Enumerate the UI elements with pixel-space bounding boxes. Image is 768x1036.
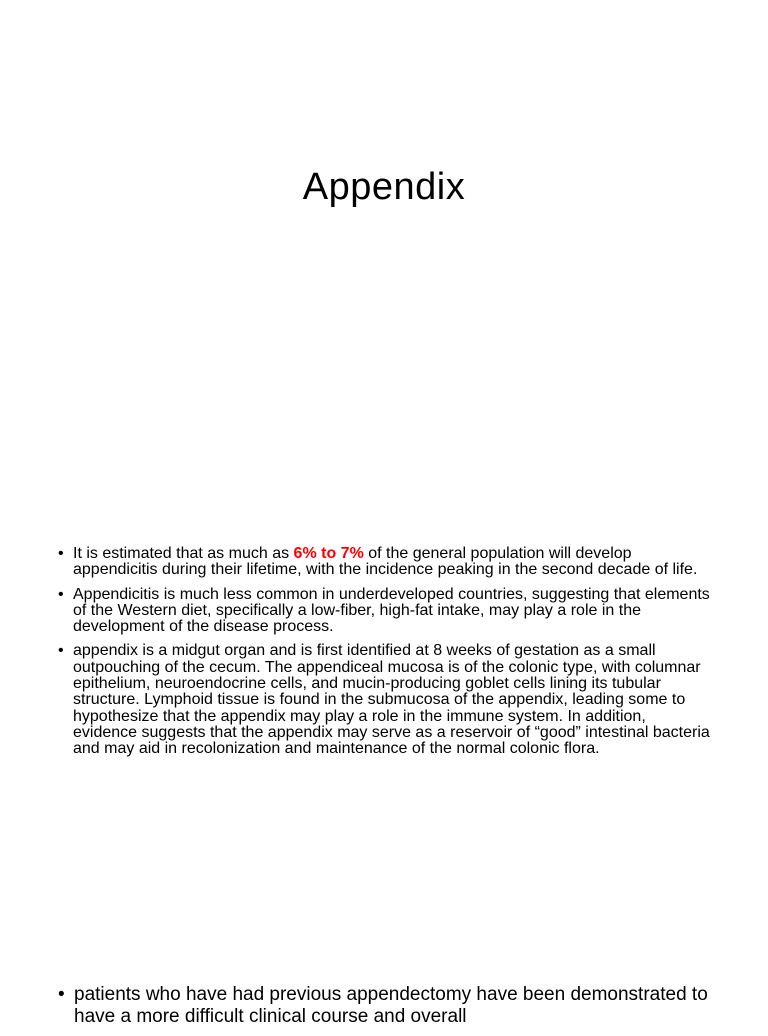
- bullet-text: Appendicitis is much less common in underdeveloped countries, suggesting that elements of the Western diet, specifically a low-fiber, high-fat intake, may play a role in the development of the disease process.: [73, 585, 710, 636]
- bullet-item-anatomy: [58, 643, 712, 757]
- bullet-text: patients who have had previous appendectomy have been demonstrated to have a more difficult clinical course and overall: [74, 984, 708, 1027]
- bullet-icon: •: [58, 642, 64, 660]
- bullet-item-western-diet: [58, 587, 712, 636]
- slide-title: Appendix: [302, 166, 466, 208]
- bullet-text-after: of the general population will develop appendicitis during their lifetime, with the incidence peaking in the second decade of life.: [73, 545, 698, 579]
- bullet-list: [58, 546, 712, 766]
- bullet-icon: •: [58, 585, 64, 603]
- next-slide-bullet-list: [58, 984, 748, 1036]
- incidence-highlight: 6% to 7%: [293, 545, 364, 562]
- bullet-text: appendix is a midgut organ and is first identified at 8 weeks of gestation as a small outpouching of the cecum. The appendiceal mucosa is of the colonic type, with columnar epithelium, neuroendocrine cells, and mucin-producing goblet cells lining its tubular structure. Lymphoid tissue is found in the submucosa of the appendix, leading some to hypothesize that the appendix may play a role in the immune system. In addition, evidence suggests that the appendix may serve as a reservoir of “good” intestinal bacteria and may aid in recolonization and maintenance of the normal colonic flora.: [73, 642, 710, 758]
- bullet-icon: •: [58, 984, 65, 1005]
- bullet-item-incidence: [58, 546, 712, 579]
- bullet-icon: •: [58, 545, 64, 562]
- bullet-text-before: It is estimated that as much as: [73, 545, 294, 562]
- bullet-item-previous-appendectomy: [58, 984, 748, 1028]
